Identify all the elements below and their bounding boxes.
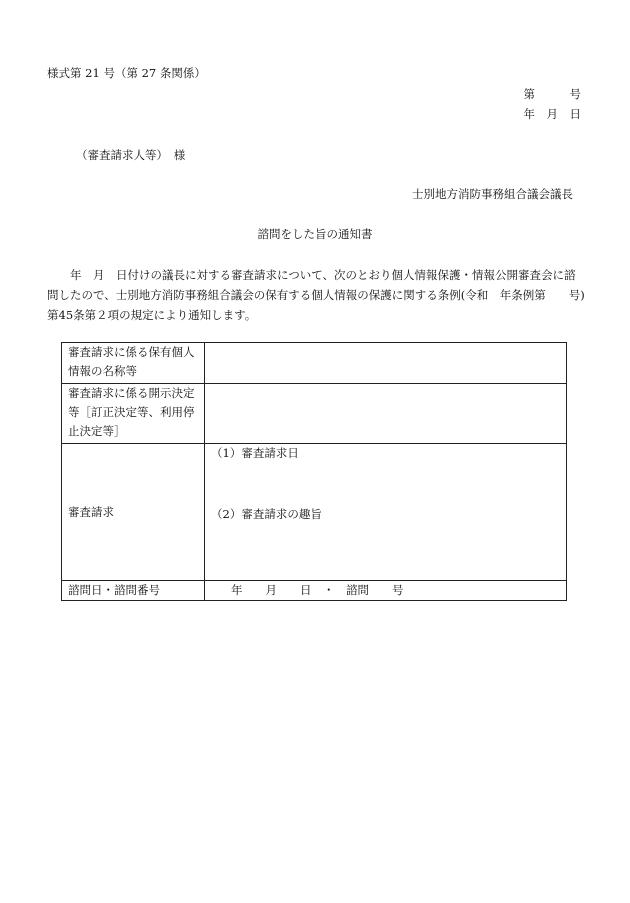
info-table [61,342,567,601]
body-line: 第45条第２項の規定により通知します。 [47,308,257,322]
table-value-cell[interactable] [205,444,567,581]
form-number: 様式第 21 号（第 27 条関係） [47,66,206,80]
table-label-cell [62,581,205,601]
table-label: 審査請求 [68,504,114,519]
request-date-label: （1）審査請求日 [211,446,299,460]
table-row [62,384,567,444]
table-label-cell [62,343,205,384]
sender: 士別地方消防事務組合議会議長 [412,187,573,201]
table-label: 止決定等］ [68,424,126,438]
table-label-cell [62,444,205,581]
request-date-space[interactable] [211,463,560,505]
consultation-date-number[interactable]: 年 月 日 ・ 諮問 号 [205,581,567,601]
request-purpose-label: （2）審査請求の趣旨 [211,507,322,521]
table-label: 審査請求に係る開示決定 [68,386,195,400]
body-text [47,265,595,325]
body-line: 問したので、士別地方消防事務組合議会の保有する個人情報の保護に関する条例(令和 年条例第 号) [47,288,585,302]
table-row [62,581,567,601]
table-label: 審査請求に係る保有個人 [68,345,195,359]
addressee: （審査請求人等） 様 [76,148,186,162]
table-label: 等［訂正決定等、利用停 [68,405,195,419]
document-title: 諮問をした旨の通知書 [257,227,373,241]
table-label: 諮問日・諮問番号 [68,583,160,597]
table-row [62,444,567,581]
document-number: 第 号 [523,87,581,101]
table-label-cell [62,384,205,444]
body-line: 年 月 日付けの議長に対する審査請求について、次のとおり個人情報保護・情報公開審査会に諮 [70,268,576,282]
table-value-cell[interactable] [205,384,567,444]
table-label: 情報の名称等 [68,364,137,378]
table-row [62,343,567,384]
table-value-cell[interactable] [205,343,567,384]
document-date: 年 月 日 [523,107,581,121]
